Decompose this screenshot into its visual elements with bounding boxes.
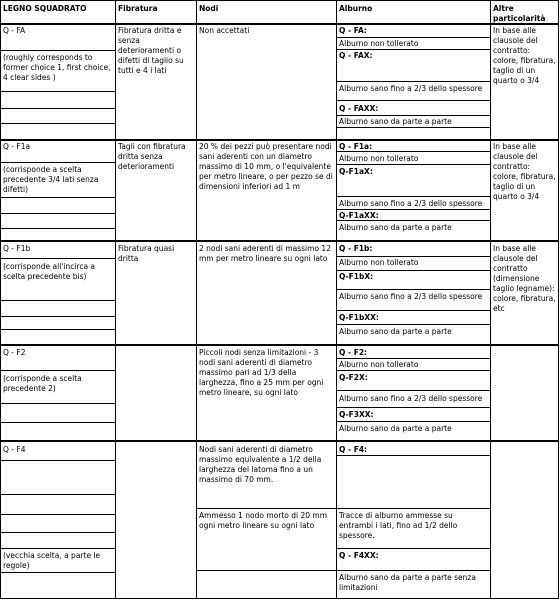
alburno-code: Q-F1bXX: bbox=[339, 313, 379, 322]
alburno-text: Alburno sano da parte a parte bbox=[339, 424, 452, 433]
row-divider bbox=[0, 50, 116, 51]
altre-text: In base alle clausole del contratto: colore, fibratura, taglio di un quarto o 3/4 bbox=[493, 142, 556, 201]
row-divider bbox=[336, 358, 491, 359]
alburno-code: Q - F1a: bbox=[339, 142, 373, 151]
row-divider bbox=[0, 329, 116, 330]
alburno-text: Alburno non tollerato bbox=[339, 154, 419, 163]
header-nodi: Nodi bbox=[199, 4, 219, 13]
alburno-text: Tracce di alburno ammesse su entrambi i lati, fino ad 1/2 dello spessore. bbox=[339, 511, 458, 540]
grade-f4: Q - F4 bbox=[3, 445, 26, 454]
alburno-code: Q-F3XX: bbox=[339, 410, 374, 419]
row-divider bbox=[0, 213, 116, 214]
nodi-text: 20 % dei pezzi può presentare nodi sani aderenti con un diametro massimo di 10 mm, o l'equivalente per metro lineare, o per pezzo se di dimensioni inferiori ad 1 m bbox=[199, 142, 333, 191]
alburno-text: Alburno sano fino a 2/3 dello spessore bbox=[339, 292, 483, 301]
nodi-text: Non accettati bbox=[199, 26, 250, 35]
row-divider bbox=[0, 572, 116, 573]
grade-f1b: Q - F1b bbox=[3, 244, 31, 253]
row-divider bbox=[336, 289, 491, 290]
nodi-text: 2 nodi sani aderenti di massimo 12 mm per metro lineare su ogni lato bbox=[199, 244, 331, 263]
row-divider bbox=[336, 548, 491, 549]
row-divider bbox=[0, 514, 116, 515]
row-divider bbox=[336, 407, 491, 408]
alburno-code: Q-F1bX: bbox=[339, 272, 374, 281]
header-rule bbox=[0, 23, 559, 25]
alburno-code: Q - FA: bbox=[339, 26, 367, 35]
row-divider bbox=[336, 49, 491, 50]
nodi-text: Piccoli nodi senza limitazioni - 3 nodi sani aderenti di diametro massimo pari ad 1/3 della larghezza, fino a 25 mm per ogni metro lineare, su ogni lato bbox=[199, 348, 324, 397]
row-divider bbox=[0, 197, 116, 198]
alburno-text: Alburno sano da parte a parte bbox=[339, 117, 452, 126]
section-rule bbox=[0, 344, 559, 346]
header-alburno: Alburno bbox=[339, 4, 373, 13]
row-divider bbox=[0, 422, 116, 423]
row-divider bbox=[0, 300, 116, 301]
row-divider bbox=[0, 91, 116, 92]
grade-f1a: Q - F1a bbox=[3, 142, 31, 151]
alburno-code: Q - F4: bbox=[339, 445, 368, 454]
fibratura-text: Tagli con fibratura dritta senza deterioramenti bbox=[118, 142, 186, 171]
row-divider bbox=[196, 508, 337, 509]
section-rule bbox=[0, 240, 559, 242]
grade-note: (corrisponde all'incirca a scelta precedente bis) bbox=[3, 262, 96, 281]
row-divider bbox=[336, 115, 491, 116]
row-divider bbox=[336, 256, 491, 257]
row-divider bbox=[0, 494, 116, 495]
altre-text: In base alle clausole del contratto: colore, fibratura, taglio di un quarto o 3/4 bbox=[493, 26, 556, 85]
table-border-top bbox=[0, 0, 559, 1]
row-divider bbox=[336, 209, 491, 210]
grade-note: (vecchia scelta, a parte le regole) bbox=[3, 551, 101, 570]
alburno-text: Alburno sano fino a 2/3 dello spessore bbox=[339, 394, 483, 403]
nodi-text: Nodi sani aderenti di diametro massimo equivalente a 1/2 della larghezza del latoma fino a un massimo di 70 mm. bbox=[199, 445, 322, 484]
alburno-code: Q - FAX: bbox=[339, 51, 373, 60]
row-divider bbox=[0, 460, 116, 461]
alburno-text: Alburno non tollerato bbox=[339, 39, 419, 48]
grade-fa: Q - FA bbox=[3, 26, 26, 35]
alburno-code: Q - FAXX: bbox=[339, 104, 379, 113]
row-divider bbox=[0, 258, 116, 259]
fibratura-text: Fibratura dritta e senza deterioramenti o difetti di taglio su tutti e 4 i lati bbox=[118, 26, 184, 75]
altre-text: In base alle clausole del contratto (dimensione taglio legname): colore, fibratura, etc bbox=[493, 244, 556, 313]
alburno-text: Alburno non tollerato bbox=[339, 258, 419, 267]
header-legno-squadrato: LEGNO SQUADRATO bbox=[3, 4, 87, 13]
row-divider bbox=[0, 316, 116, 317]
alburno-code: Q - F4XX: bbox=[339, 551, 379, 560]
alburno-text: Alburno sano da parte a parte bbox=[339, 223, 452, 232]
row-divider bbox=[336, 164, 491, 165]
grade-note: (corrisponde a scelta precedente 3/4 lati senza difetti) bbox=[3, 165, 99, 194]
alburno-text: Alburno sano da parte a parte senza limitazioni bbox=[339, 573, 476, 592]
row-divider bbox=[336, 37, 491, 38]
row-divider bbox=[336, 310, 491, 311]
alburno-text: Alburno non tollerato bbox=[339, 360, 419, 369]
header-altre-particolarita: Altre particolarità bbox=[493, 4, 546, 23]
row-divider bbox=[336, 455, 491, 456]
column-divider bbox=[490, 0, 491, 599]
row-divider bbox=[0, 403, 116, 404]
row-divider bbox=[336, 270, 491, 271]
row-divider bbox=[336, 390, 491, 391]
section-rule bbox=[0, 139, 559, 141]
row-divider bbox=[0, 370, 116, 371]
grade-note: (corrisponde a scelta precedente 2) bbox=[3, 374, 82, 393]
row-divider bbox=[336, 100, 491, 101]
alburno-code: Q-F1aX: bbox=[339, 167, 373, 176]
row-divider bbox=[0, 228, 116, 229]
alburno-code: Q - F2: bbox=[339, 348, 368, 357]
header-fibratura: Fibratura bbox=[118, 4, 158, 13]
section-rule bbox=[0, 440, 559, 442]
column-divider bbox=[196, 0, 197, 599]
row-divider bbox=[0, 162, 116, 163]
row-divider bbox=[336, 570, 491, 571]
grade-f2: Q - F2 bbox=[3, 348, 26, 357]
row-divider bbox=[336, 127, 491, 128]
row-divider bbox=[336, 324, 491, 325]
row-divider bbox=[336, 508, 491, 509]
row-divider bbox=[336, 370, 491, 371]
row-divider bbox=[0, 532, 116, 533]
table-border-right bbox=[558, 0, 559, 599]
column-divider bbox=[336, 0, 337, 599]
row-divider bbox=[336, 196, 491, 197]
row-divider bbox=[0, 548, 116, 549]
fibratura-text: Fibratura quasi dritta bbox=[118, 244, 175, 263]
row-divider bbox=[196, 570, 337, 571]
alburno-code: Q-F2X: bbox=[339, 373, 368, 382]
row-divider bbox=[0, 108, 116, 109]
nodi-text: Ammesso 1 nodo morto di 20 mm ogni metro lineare su ogni lato bbox=[199, 511, 328, 530]
alburno-code: Q - F1b: bbox=[339, 244, 373, 253]
alburno-text: Alburno sano da parte a parte bbox=[339, 327, 452, 336]
table-border-bottom bbox=[0, 598, 559, 599]
row-divider bbox=[336, 81, 491, 82]
row-divider bbox=[0, 123, 116, 124]
alburno-text: Alburno sano fino a 2/3 dello spessore bbox=[339, 84, 483, 93]
alburno-text: Alburno sano fino a 2/3 dello spessore bbox=[339, 199, 483, 208]
grade-note: (roughly corresponds to former choice 1, first choice, 4 clear sides ) bbox=[3, 53, 111, 82]
alburno-code: Q-F1aXX: bbox=[339, 211, 379, 220]
row-divider bbox=[336, 421, 491, 422]
